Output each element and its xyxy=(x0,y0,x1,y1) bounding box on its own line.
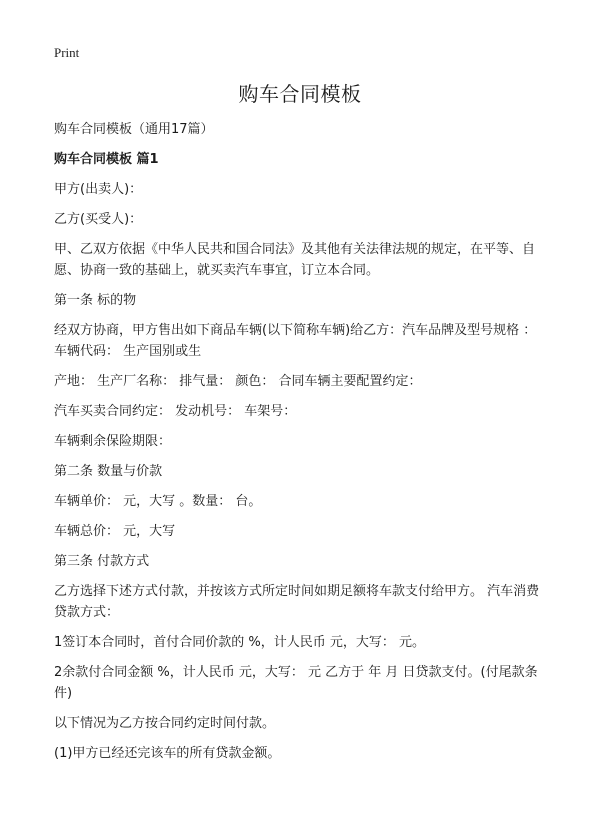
document-subtitle: 购车合同模板（通用17篇） xyxy=(54,122,214,137)
paragraph-buyer: 乙方(买受人)： xyxy=(54,212,143,227)
paragraph-loan-cleared: (1)甲方已经还完该车的所有贷款金额。 xyxy=(54,746,281,761)
paragraph-insurance: 车辆剩余保险期限： xyxy=(54,434,172,449)
paragraph-payment-conditions: 以下情况为乙方按合同约定时间付款。 xyxy=(54,716,276,731)
article-1-heading: 第一条 标的物 xyxy=(54,293,137,308)
print-link[interactable]: Print xyxy=(54,45,80,60)
paragraph-vehicle-info: 经双方协商，甲方售出如下商品车辆(以下简称车辆)给乙方：汽车品牌及型号规格 ： 车辆代码： 生产国别或生 xyxy=(54,323,537,359)
paragraph-payment-method: 乙方选择下述方式付款，并按该方式所定时间如期足额将车款支付给甲方。 汽车消费贷款方式： xyxy=(54,584,540,620)
paragraph-preamble: 甲、乙双方依据《中华人民共和国合同法》及其他有关法律法规的规定，在平等、自愿、协商一致的基础上，就买卖汽车事宜，订立本合同。 xyxy=(54,242,536,278)
section-heading: 购车合同模板 篇1 xyxy=(54,152,159,167)
paragraph-balance-payment: 2余款付合同金额 %，计人民币 元，大写： 元 乙方于 年 月 日贷款支付。(付尾款条件) xyxy=(54,665,538,701)
document-title: 购车合同模板 xyxy=(238,82,362,106)
document-body xyxy=(54,119,550,773)
paragraph-down-payment: 1签订本合同时，首付合同价款的 %，计人民币 元，大写： 元。 xyxy=(54,635,426,650)
paragraph-unit-price: 车辆单价： 元，大写 。数量： 台。 xyxy=(54,494,262,509)
paragraph-seller: 甲方(出卖人)： xyxy=(54,182,143,197)
paragraph-engine-frame: 汽车买卖合同约定： 发动机号： 车架号： xyxy=(54,404,297,419)
article-2-heading: 第二条 数量与价款 xyxy=(54,464,163,479)
article-3-heading: 第三条 付款方式 xyxy=(54,554,150,569)
paragraph-total-price: 车辆总价： 元，大写 xyxy=(54,524,176,539)
paragraph-vehicle-origin: 产地： 生产厂名称： 排气量： 颜色： 合同车辆主要配置约定： xyxy=(54,374,422,389)
